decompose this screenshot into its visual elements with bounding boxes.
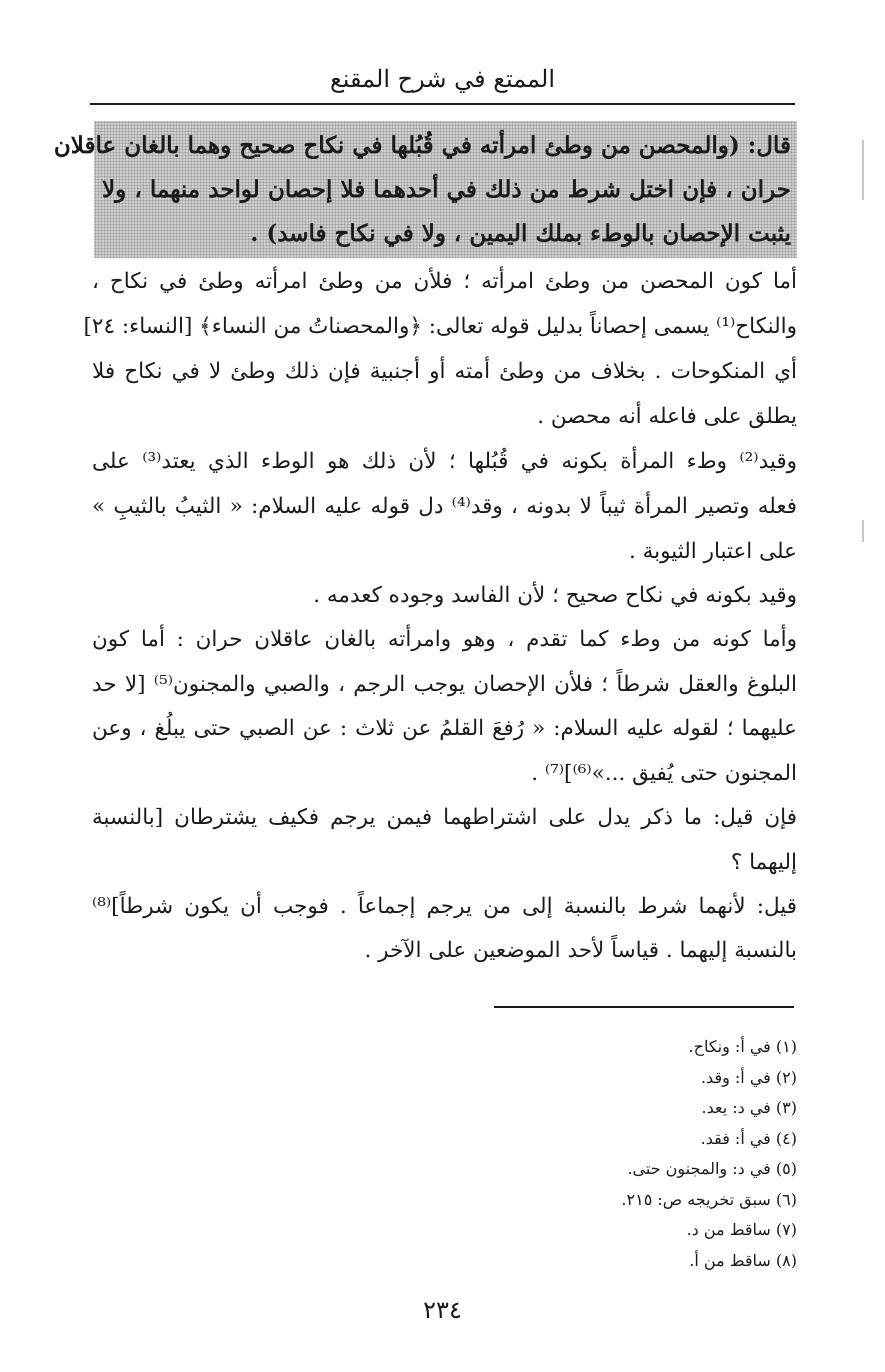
scan-edge-mark bbox=[862, 140, 864, 200]
body-line: وقيد بكونه في نكاح صحيح ؛ لأن الفاسد وجوده كعدمه . bbox=[313, 583, 797, 608]
body-line: وأما كونه من وطء كما تقدم ، وهو وامرأته بالغان عاقلان حران : أما كون bbox=[92, 627, 797, 652]
body-line: أي المنكوحات . بخلاف من وطئ أمته أو أجنبية فإن ذلك وطئ لا في نكاح فلا bbox=[92, 359, 797, 384]
body-line: إليهما ؟ bbox=[730, 850, 797, 875]
running-head: الممتع في شرح المقنع bbox=[330, 65, 555, 93]
matn-line: حران ، فإن اختل شرط من ذلك في أحدهما فلا إحصان لواحد منهما ، ولا bbox=[102, 176, 791, 203]
page-number: ٢٣٤ bbox=[423, 1296, 462, 1324]
matn-line: يثبت الإحصان بالوطء بملك اليمين ، ولا في نكاح فاسد) . bbox=[250, 220, 791, 247]
body-line: على اعتبار الثيوبة . bbox=[628, 539, 797, 564]
footnote: (٨) ساقط من أ. bbox=[689, 1251, 797, 1270]
footnote: (٤) في أ: فقد. bbox=[700, 1129, 797, 1148]
matn-shaded-box bbox=[53, 121, 797, 258]
matn-line: قال: (والمحصن من وطئ امرأته في قُبُلها في نكاح صحيح وهما بالغان عاقلان bbox=[53, 132, 791, 159]
body-line: بالنسبة إليهما . قياساً لأحد الموضعين على الآخر . bbox=[364, 938, 797, 963]
footnote: (٧) ساقط من د. bbox=[686, 1220, 797, 1239]
body-line: والنكاح⁽¹⁾ يسمى إحصاناً بدليل قوله تعالى: ﴿والمحصناتُ من النساء﴾ [النساء: ٢٤] bbox=[83, 314, 797, 339]
footnote: (٦) سبق تخريجه ص: ٢١٥. bbox=[621, 1190, 797, 1209]
body-line: فعله وتصير المرأة ثيباً لا بدونه ، وقد⁽⁴⁾ دل قوله عليه السلام: « الثيبُ بالثيبِ » bbox=[92, 494, 797, 519]
footnote: (٣) في د: يعد. bbox=[701, 1098, 797, 1117]
footnote: (٥) في د: والمجنون حتى. bbox=[627, 1159, 797, 1178]
header-rule bbox=[90, 103, 795, 105]
scan-edge-mark bbox=[862, 520, 864, 542]
body-line: وقيد⁽²⁾ وطء المرأة بكونه في قُبُلها ؛ لأن ذلك هو الوطء الذي يعتد⁽³⁾ على bbox=[92, 449, 798, 474]
body-line: يطلق على فاعله أنه محصن . bbox=[537, 404, 797, 429]
body-line: البلوغ والعقل شرطاً ؛ فلأن الإحصان يوجب الرجم ، والصبي والمجنون⁽⁵⁾ [لا حد bbox=[92, 672, 797, 697]
footnote: (٢) في أ: وقد. bbox=[700, 1068, 797, 1087]
body-line: قيل: لأنهما شرط بالنسبة إلى من يرجم إجماعاً . فوجب أن يكون شرطاً]⁽⁸⁾ bbox=[92, 894, 797, 919]
body-line: المجنون حتى يُفيق ...»⁽⁶⁾]⁽⁷⁾ . bbox=[531, 761, 797, 786]
body-line: عليهما ؛ لقوله عليه السلام: « رُفعَ القلمُ عن ثلاث : عن الصبي حتى يبلُغ ، وعن bbox=[92, 716, 797, 741]
body-line: أما كون المحصن من وطئ امرأته ؛ فلأن من وطئ امرأته وطئ في نكاح ، bbox=[92, 269, 797, 294]
footnote: (١) في أ: ونكاح. bbox=[688, 1037, 797, 1056]
footnote-rule bbox=[494, 1006, 794, 1008]
body-line: فإن قيل: ما ذكر يدل على اشتراطهما فيمن يرجم فكيف يشترطان [بالنسبة bbox=[92, 805, 797, 830]
